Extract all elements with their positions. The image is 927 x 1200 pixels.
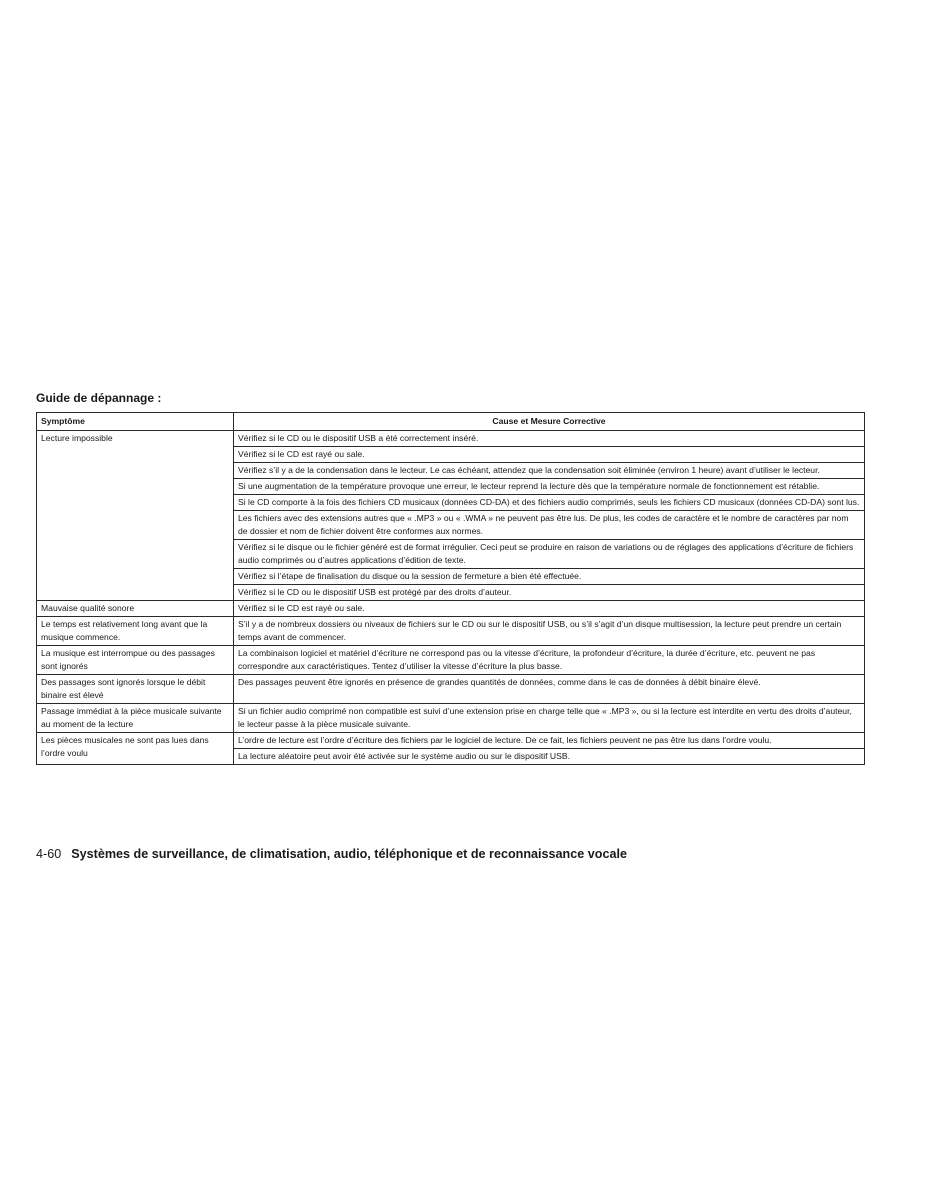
table-row (37, 704, 865, 733)
cause-cell: Vérifiez si le disque ou le fichier généré est de format irrégulier. Ceci peut se produire en raison de variations ou de réglages des applications d’écriture de fichiers audio comprimés ou d’autres applications d’édition de texte. (234, 540, 865, 569)
symptom-cell: Passage immédiat à la pièce musicale suivante au moment de la lecture (37, 704, 234, 733)
symptom-cell: Les pièces musicales ne sont pas lues dans l’ordre voulu (37, 733, 234, 765)
column-header-cause: Cause et Mesure Corrective (234, 413, 865, 431)
symptom-cell: Des passages sont ignorés lorsque le débit binaire est élevé (37, 675, 234, 704)
table-row (37, 617, 865, 646)
column-header-symptom: Symptôme (37, 413, 234, 431)
symptom-cell: La musique est interrompue ou des passages sont ignorés (37, 646, 234, 675)
chapter-title: Systèmes de surveillance, de climatisation, audio, téléphonique et de reconnaissance vocale (71, 847, 627, 861)
cause-cell: S’il y a de nombreux dossiers ou niveaux de fichiers sur le CD ou sur le dispositif USB, ou s’il s’agit d’un disque multisession, la lecture peut prendre un certain temps avant de commencer. (234, 617, 865, 646)
cause-cell: Vérifiez si le CD ou le dispositif USB a été correctement inséré. (234, 431, 865, 447)
page-footer (36, 847, 627, 861)
symptom-cell: Le temps est relativement long avant que la musique commence. (37, 617, 234, 646)
table-header-row (37, 413, 865, 431)
cause-cell: Vérifiez si le CD est rayé ou sale. (234, 601, 865, 617)
cause-cell: La lecture aléatoire peut avoir été activée sur le système audio ou sur le dispositif USB. (234, 749, 865, 765)
cause-cell: Les fichiers avec des extensions autres que « .MP3 » ou « .WMA » ne peuvent pas être lus. De plus, les codes de caractère et le nombre de caractères par nom de dossier et nom de fichier doivent être conformes aux normes. (234, 511, 865, 540)
table-row (37, 646, 865, 675)
table-row (37, 601, 865, 617)
cause-cell: Vérifiez si l’étape de finalisation du disque ou la session de fermeture a bien été effectuée. (234, 569, 865, 585)
symptom-cell: Mauvaise qualité sonore (37, 601, 234, 617)
cause-cell: La combinaison logiciel et matériel d’écriture ne correspond pas ou la vitesse d’écriture, la profondeur d’écriture, la durée d’écriture, etc. peuvent ne pas correspondre aux caractéristiques. Tentez d’utiliser la vitesse d’écriture la plus basse. (234, 646, 865, 675)
symptom-cell: Lecture impossible (37, 431, 234, 601)
cause-cell: L’ordre de lecture est l’ordre d’écriture des fichiers par le logiciel de lecture. De ce fait, les fichiers peuvent ne pas être lus dans l’ordre voulu. (234, 733, 865, 749)
cause-cell: Vérifiez si le CD ou le dispositif USB est protégé par des droits d’auteur. (234, 585, 865, 601)
section-title: Guide de dépannage : (36, 391, 162, 405)
table-row (37, 675, 865, 704)
cause-cell: Si le CD comporte à la fois des fichiers CD musicaux (données CD-DA) et des fichiers audio comprimés, seuls les fichiers CD musicaux (données CD-DA) sont lus. (234, 495, 865, 511)
cause-cell: Vérifiez s’il y a de la condensation dans le lecteur. Le cas échéant, attendez que la condensation soit éliminée (environ 1 heure) avant d’utiliser le lecteur. (234, 463, 865, 479)
cause-cell: Si une augmentation de la température provoque une erreur, le lecteur reprend la lecture dès que la température normale de fonctionnement est rétablie. (234, 479, 865, 495)
table-row (37, 733, 865, 749)
table-row (37, 431, 865, 447)
cause-cell: Vérifiez si le CD est rayé ou sale. (234, 447, 865, 463)
cause-cell: Des passages peuvent être ignorés en présence de grandes quantités de données, comme dans le cas de données à débit binaire élevé. (234, 675, 865, 704)
cause-cell: Si un fichier audio comprimé non compatible est suivi d’une extension prise en charge telle que « .MP3 », ou si la lecture est interdite en vertu des droits d’auteur, le lecteur passe à la pièce musicale suivante. (234, 704, 865, 733)
page-number: 4-60 (36, 847, 62, 861)
troubleshooting-table (36, 412, 865, 765)
